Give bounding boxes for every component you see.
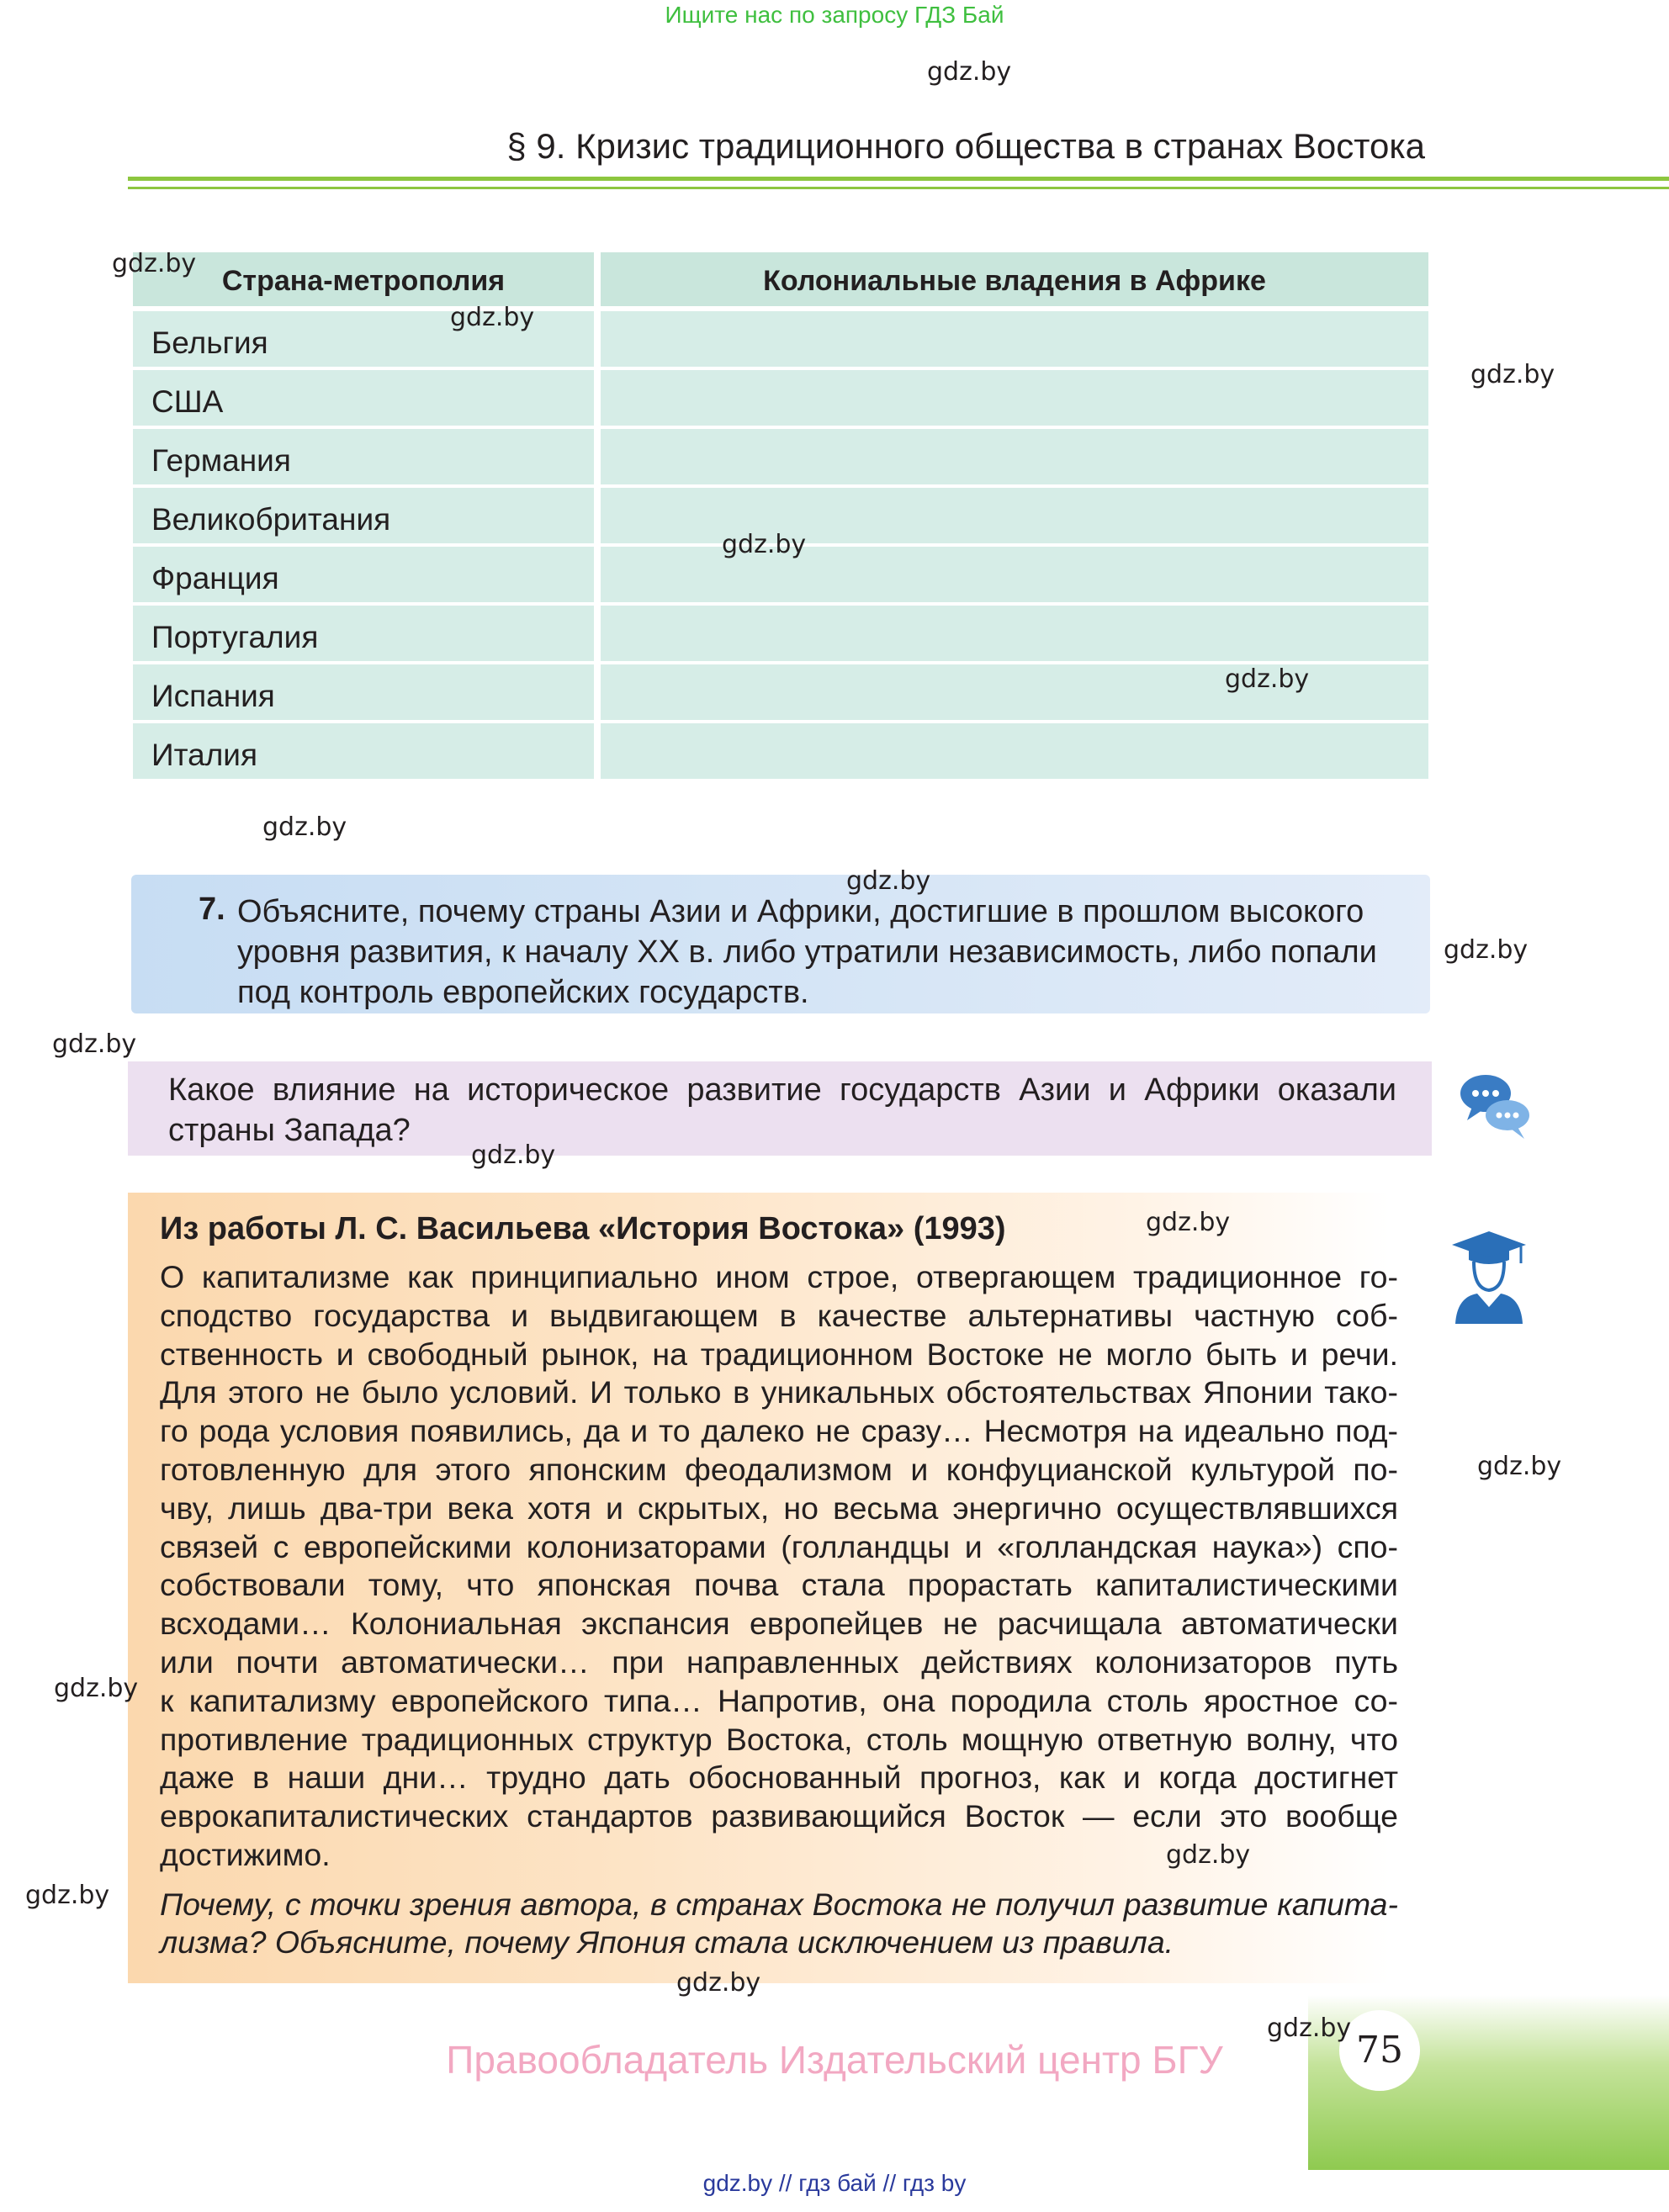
colonies-answer-cell[interactable] bbox=[601, 370, 1428, 426]
excerpt-line: О капитализме как принципиально ином строе, отвергающем традиционное го- bbox=[160, 1259, 1398, 1294]
watermark: gdz.by bbox=[846, 866, 931, 896]
header-label-country: Страна-метрополия bbox=[221, 265, 506, 297]
excerpt-line: даже в наши дни… трудно дать обоснованный прогноз, как и когда достигнет bbox=[160, 1760, 1398, 1796]
watermark: gdz.by bbox=[676, 1968, 761, 1998]
country-cell bbox=[133, 370, 594, 426]
watermark: gdz.by bbox=[1267, 2014, 1352, 2043]
country-name: США bbox=[151, 384, 224, 419]
watermark: gdz.by bbox=[25, 1881, 110, 1910]
header-label-colonies: Колониальные владения в Африке bbox=[763, 265, 1266, 297]
watermark: gdz.by bbox=[722, 530, 807, 559]
watermark: gdz.by bbox=[471, 1140, 556, 1170]
excerpt-line: к капитализму европейского типа… Напротив, она породила столь яростное со- bbox=[160, 1682, 1398, 1718]
country-name: Франция bbox=[151, 561, 279, 595]
table-header-row bbox=[133, 252, 1428, 308]
country-cell bbox=[133, 547, 594, 602]
table-row bbox=[133, 723, 1428, 779]
source-excerpt-question bbox=[160, 1886, 1398, 1961]
watermark: gdz.by bbox=[54, 1674, 139, 1703]
country-name: Италия bbox=[151, 738, 257, 772]
header-cell-colonies bbox=[601, 252, 1428, 306]
excerpt-line: всходами… Колониальная экспансия европейцев не расчищала автоматически bbox=[160, 1606, 1398, 1642]
header-cell-country bbox=[133, 252, 594, 306]
task-7-text: Объясните, почему страны Азии и Африки, достигшие в прошлом высокого уровня развития, к началу XX в. либо утратили независимость, либо попали под контроль европейских государств. bbox=[237, 894, 1377, 1010]
watermark: gdz.by bbox=[1477, 1452, 1562, 1481]
watermark: gdz.by bbox=[927, 57, 1012, 87]
speech-bubbles-icon bbox=[1455, 1068, 1536, 1153]
excerpt-line: еврокапиталистических стандартов развивающийся Восток — если это вообще bbox=[160, 1798, 1398, 1834]
excerpt-line: сподство государства и выдвигающем в качестве альтернативы частную соб- bbox=[160, 1297, 1398, 1333]
copyright-text: Правообладатель Издательский центр БГУ bbox=[446, 2038, 1223, 2082]
country-cell bbox=[133, 606, 594, 661]
table-row bbox=[133, 311, 1428, 367]
watermark: gdz.by bbox=[1166, 1840, 1251, 1870]
bottom-links[interactable]: gdz.by // гдз бай // гдз by bbox=[702, 2170, 967, 2196]
task-7-number: 7. bbox=[199, 892, 225, 927]
header-rule-thin bbox=[128, 187, 1669, 189]
excerpt-line: противление традиционных структур Востока, столь мощную ответную волну, что bbox=[160, 1721, 1398, 1757]
excerpt-line: ственность и свободный рынок, на традиционном Востоке не могло быть и речи. bbox=[160, 1336, 1398, 1372]
colonies-answer-cell[interactable] bbox=[601, 606, 1428, 661]
page-number: 75 bbox=[1356, 2029, 1403, 2072]
copyright-notice bbox=[0, 2037, 1669, 2082]
country-cell bbox=[133, 723, 594, 779]
source-excerpt-title: Из работы Л. С. Васильева «История Востока» (1993) bbox=[160, 1211, 1006, 1246]
country-name: Великобритания bbox=[151, 502, 391, 537]
excerpt-question-line: лизма? Объясните, почему Япония стала исключением из правила. bbox=[160, 1924, 1174, 1960]
source-excerpt-body bbox=[160, 1258, 1398, 1875]
country-cell bbox=[133, 429, 594, 484]
table-row bbox=[133, 370, 1428, 426]
country-name: Бельгия bbox=[151, 325, 268, 360]
top-banner: Ищите нас по запросу ГДЗ Бай bbox=[665, 2, 1004, 28]
excerpt-line: го рода условия появились, да и то далеко не сразу… Несмотря на идеально под- bbox=[160, 1413, 1398, 1449]
country-cell bbox=[133, 664, 594, 720]
watermark: gdz.by bbox=[112, 249, 197, 278]
colonies-answer-cell[interactable] bbox=[601, 311, 1428, 367]
header-rule-thick bbox=[128, 177, 1669, 181]
watermark: gdz.by bbox=[1444, 935, 1529, 965]
excerpt-line: или почти автоматически… при направленных действиях колонизаторов путь bbox=[160, 1643, 1398, 1680]
country-name: Испания bbox=[151, 679, 275, 713]
country-name: Португалия bbox=[151, 620, 319, 654]
excerpt-line: достижимо. bbox=[160, 1836, 331, 1872]
watermark: gdz.by bbox=[1470, 360, 1555, 389]
excerpt-question-line: Почему, с точки зрения автора, в странах Востока не получил развитие капита- bbox=[160, 1887, 1398, 1922]
country-cell bbox=[133, 488, 594, 543]
excerpt-line: связей с европейскими колонизаторами (голландцы и «голландская наука») спо- bbox=[160, 1528, 1398, 1564]
excerpt-line: готовленную для этого японским феодализмом и конфуцианской культурой по- bbox=[160, 1451, 1398, 1487]
table-row bbox=[133, 429, 1428, 484]
watermark: gdz.by bbox=[1146, 1208, 1231, 1237]
excerpt-line: чву, лишь два-три века хотя и скрытых, но весьма энергично осуществлявшихся bbox=[160, 1490, 1398, 1526]
discussion-question-text: Какое влияние на историческое развитие государств Азии и Африки оказали страны Запада? bbox=[168, 1072, 1396, 1148]
excerpt-line: Для этого не было условий. И только в уникальных обстоятельствах Японии тако- bbox=[160, 1374, 1398, 1410]
excerpt-line: собствовали тому, что японская почва стала прорастать капиталистическими bbox=[160, 1567, 1398, 1603]
colonies-answer-cell[interactable] bbox=[601, 723, 1428, 779]
chapter-title: § 9. Кризис традиционного общества в странах Востока bbox=[506, 126, 1425, 166]
watermark: gdz.by bbox=[450, 303, 535, 332]
country-name: Германия bbox=[151, 443, 291, 478]
watermark: gdz.by bbox=[262, 812, 347, 842]
watermark: gdz.by bbox=[52, 1029, 137, 1059]
table-row bbox=[133, 606, 1428, 661]
graduate-icon bbox=[1450, 1230, 1528, 1328]
colonies-answer-cell[interactable] bbox=[601, 429, 1428, 484]
watermark: gdz.by bbox=[1225, 664, 1310, 694]
